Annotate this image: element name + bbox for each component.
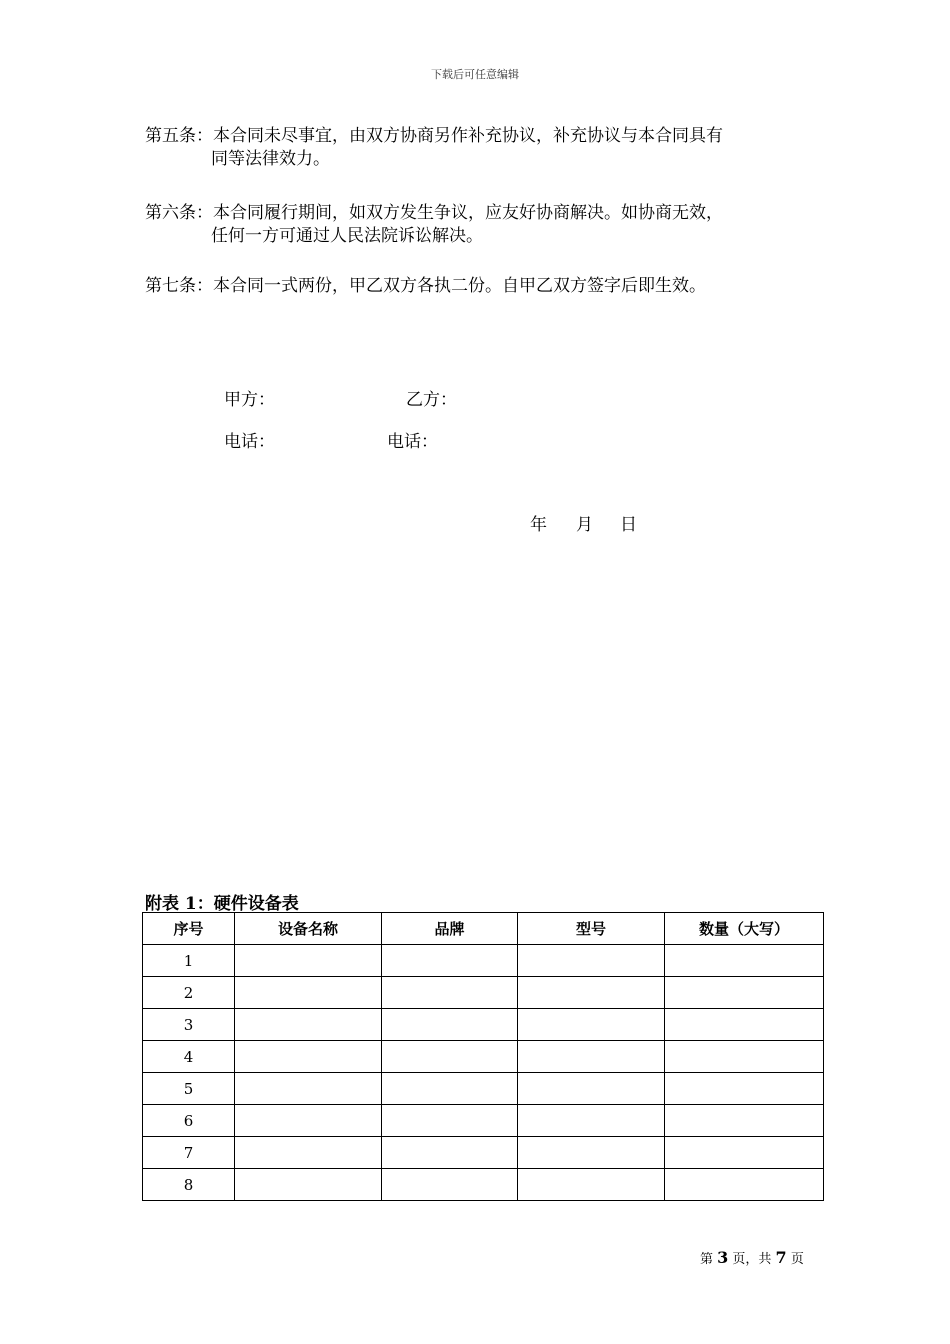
table-row — [143, 1009, 824, 1041]
cell-model — [518, 945, 665, 977]
cell-device-name — [235, 945, 382, 977]
col-header-brand: 品牌 — [382, 913, 518, 945]
cell-device-name — [235, 1073, 382, 1105]
party-a-label: 甲方： — [224, 390, 275, 410]
footer-page-number: 3 — [717, 1248, 729, 1267]
cell-device-name — [235, 1137, 382, 1169]
row-index: 4 — [143, 1041, 235, 1073]
cell-quantity — [665, 1009, 824, 1041]
cell-quantity — [665, 945, 824, 977]
clause-5-line2: 同等法律效力。 — [211, 149, 330, 169]
cell-quantity — [665, 977, 824, 1009]
cell-brand — [382, 1137, 518, 1169]
cell-device-name — [235, 1105, 382, 1137]
row-index: 8 — [143, 1169, 235, 1201]
cell-brand — [382, 977, 518, 1009]
hardware-table — [142, 912, 824, 1201]
page-header: 下载后可任意编辑 — [431, 68, 519, 81]
row-index: 2 — [143, 977, 235, 1009]
cell-quantity — [665, 1137, 824, 1169]
table-row — [143, 1169, 824, 1201]
col-header-model: 型号 — [518, 913, 665, 945]
phone-a-label: 电话： — [224, 432, 275, 452]
cell-brand — [382, 1073, 518, 1105]
col-header-device-name: 设备名称 — [235, 913, 382, 945]
footer-middle: 页，共 — [728, 1252, 776, 1267]
cell-device-name — [235, 1169, 382, 1201]
clause-6-line1: 第六条：本合同履行期间，如双方发生争议，应友好协商解决。如协商无效， — [145, 203, 723, 223]
clause-6 — [145, 202, 825, 248]
date-day: 日 — [620, 515, 637, 535]
col-header-quantity: 数量（大写） — [665, 913, 824, 945]
cell-device-name — [235, 1041, 382, 1073]
cell-quantity — [665, 1169, 824, 1201]
row-index: 3 — [143, 1009, 235, 1041]
table-row — [143, 1073, 824, 1105]
row-index: 6 — [143, 1105, 235, 1137]
cell-brand — [382, 1105, 518, 1137]
cell-model — [518, 1073, 665, 1105]
cell-model — [518, 1009, 665, 1041]
cell-device-name — [235, 1009, 382, 1041]
cell-brand — [382, 1009, 518, 1041]
cell-quantity — [665, 1073, 824, 1105]
table-row — [143, 977, 824, 1009]
page-footer — [700, 1248, 804, 1267]
table-row — [143, 1105, 824, 1137]
table-row — [143, 1137, 824, 1169]
date-month: 月 — [576, 515, 593, 535]
row-index: 7 — [143, 1137, 235, 1169]
cell-brand — [382, 1041, 518, 1073]
col-header-index: 序号 — [143, 913, 235, 945]
cell-model — [518, 1041, 665, 1073]
cell-quantity — [665, 1041, 824, 1073]
cell-model — [518, 1169, 665, 1201]
cell-device-name — [235, 977, 382, 1009]
cell-brand — [382, 945, 518, 977]
cell-brand — [382, 1169, 518, 1201]
row-index: 1 — [143, 945, 235, 977]
footer-suffix: 页 — [786, 1252, 804, 1267]
phone-b-label: 电话： — [387, 432, 438, 452]
party-b-label: 乙方： — [406, 390, 457, 410]
clause-5-line1: 第五条：本合同未尽事宜，由双方协商另作补充协议，补充协议与本合同具有 — [145, 126, 723, 146]
table-title: 附表 1：硬件设备表 — [145, 894, 299, 914]
date-year: 年 — [530, 515, 547, 535]
clause-7 — [145, 275, 825, 298]
table-row — [143, 1041, 824, 1073]
clause-6-line2: 任何一方可通过人民法院诉讼解决。 — [211, 226, 483, 246]
cell-model — [518, 977, 665, 1009]
footer-total-pages: 7 — [775, 1248, 787, 1267]
cell-quantity — [665, 1105, 824, 1137]
cell-model — [518, 1105, 665, 1137]
footer-prefix: 第 — [700, 1252, 718, 1267]
clause-5 — [145, 125, 825, 171]
clause-7-line1: 第七条：本合同一式两份，甲乙双方各执二份。自甲乙双方签字后即生效。 — [145, 276, 706, 296]
table-header-row — [143, 913, 824, 945]
table-row — [143, 945, 824, 977]
cell-model — [518, 1137, 665, 1169]
row-index: 5 — [143, 1073, 235, 1105]
